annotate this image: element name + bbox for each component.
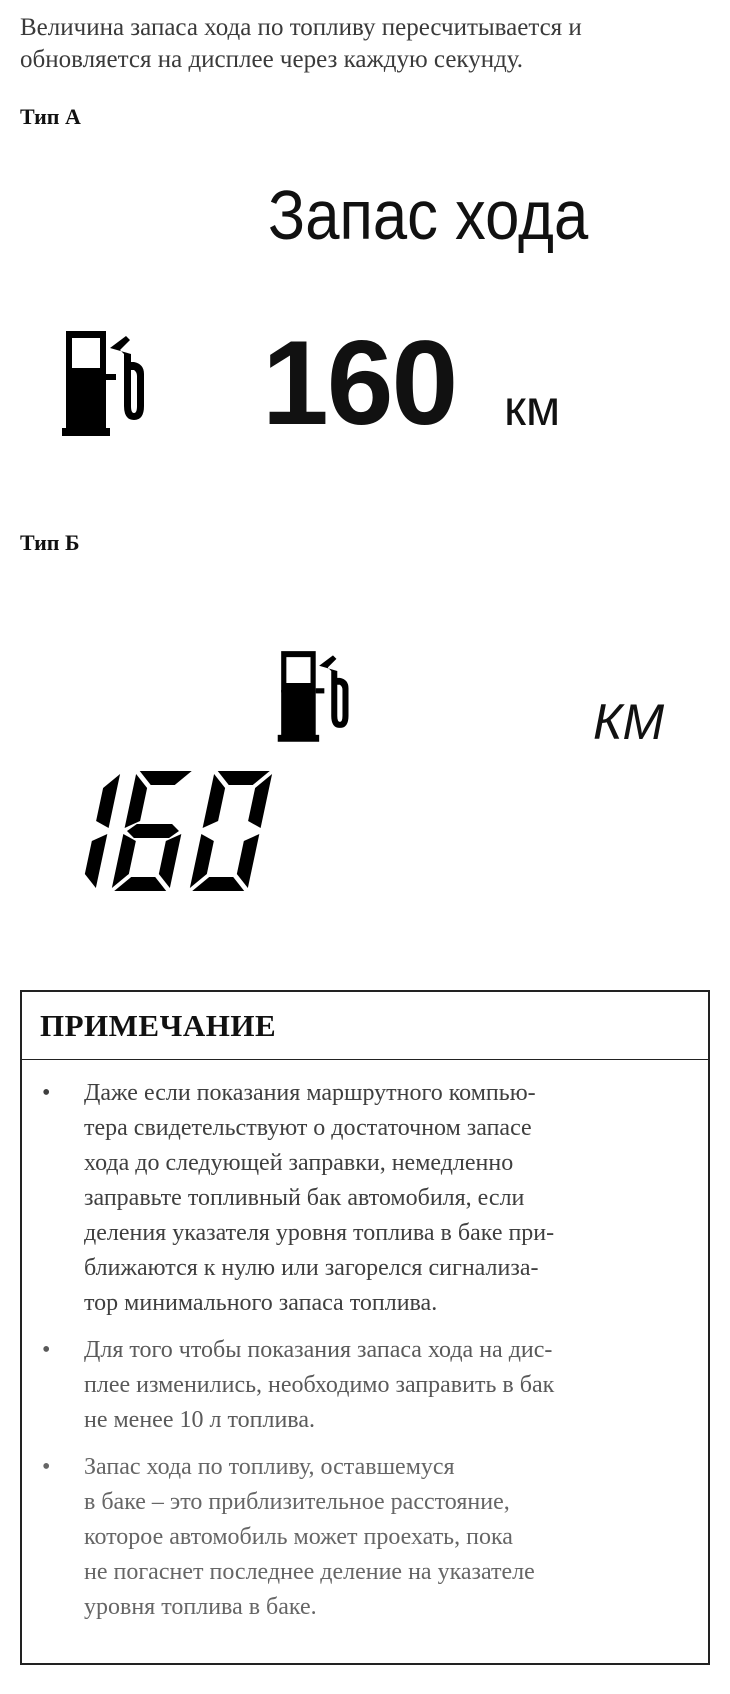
note-line: не погаснет последнее деление на указателе bbox=[84, 1559, 535, 1585]
range-title: Запас хода bbox=[268, 176, 589, 254]
bullet-icon: • bbox=[42, 1337, 51, 1363]
fuel-pump-icon bbox=[60, 328, 155, 438]
note-line: плее изменились, необходимо заправить в бак bbox=[84, 1372, 555, 1398]
range-unit: км bbox=[504, 380, 561, 436]
segment-digit bbox=[111, 771, 195, 891]
intro-line: обновляется на дисплее через каждую секунду. bbox=[20, 46, 524, 73]
segment-display bbox=[36, 765, 316, 900]
segment-display-value: 160 bbox=[36, 765, 38, 766]
intro-paragraph bbox=[20, 12, 710, 76]
note-line: хода до следующей заправки, немедленно bbox=[84, 1150, 514, 1176]
note-line: Даже если показания маршрутного компью- bbox=[84, 1080, 536, 1106]
segment-c bbox=[156, 834, 181, 888]
type-a-label: Тип А bbox=[20, 104, 81, 129]
type-b-label: Тип Б bbox=[20, 530, 80, 555]
note-line: Запас хода по топливу, оставшемуся bbox=[84, 1454, 455, 1480]
segment-g bbox=[125, 824, 180, 838]
note-line: не менее 10 л топлива. bbox=[84, 1407, 315, 1433]
segment-b bbox=[95, 774, 120, 828]
segment-digit bbox=[189, 771, 273, 891]
note-box bbox=[20, 990, 710, 1665]
segment-c bbox=[82, 834, 107, 888]
note-line: тера свидетельствуют о достаточном запасе bbox=[84, 1115, 532, 1141]
segment-digit bbox=[82, 774, 120, 888]
note-item bbox=[22, 1333, 690, 1438]
note-item bbox=[22, 1450, 690, 1625]
note-header bbox=[22, 992, 708, 1060]
note-line: заправьте топливный бак автомобиля, если bbox=[84, 1185, 525, 1211]
range-value: 160 bbox=[262, 316, 457, 450]
note-line: деления указателя уровня топлива в баке при- bbox=[84, 1220, 555, 1246]
note-list bbox=[22, 1060, 708, 1625]
note-title: ПРИМЕЧАНИЕ bbox=[40, 1007, 277, 1043]
note-line: которое автомобиль может проехать, пока bbox=[84, 1524, 513, 1550]
note-line: ближаются к нулю или загорелся сигнализа- bbox=[84, 1255, 539, 1281]
note-item bbox=[22, 1076, 690, 1321]
bullet-icon: • bbox=[42, 1080, 51, 1106]
range-unit: КМ bbox=[593, 694, 665, 750]
note-line: в баке – это приблизительное расстояние, bbox=[84, 1489, 510, 1515]
segment-a bbox=[137, 771, 192, 785]
note-line: Для того чтобы показания запаса хода на дис- bbox=[84, 1337, 553, 1363]
fuel-pump-icon bbox=[276, 648, 358, 744]
segment-c bbox=[234, 834, 259, 888]
segment-f bbox=[125, 774, 150, 828]
note-line: уровня топлива в баке. bbox=[84, 1594, 317, 1620]
bullet-icon: • bbox=[42, 1454, 51, 1480]
note-line: тор минимального запаса топлива. bbox=[84, 1290, 438, 1316]
intro-line: Величина запаса хода по топливу пересчитывается и bbox=[20, 14, 582, 41]
segment-f bbox=[203, 774, 228, 828]
